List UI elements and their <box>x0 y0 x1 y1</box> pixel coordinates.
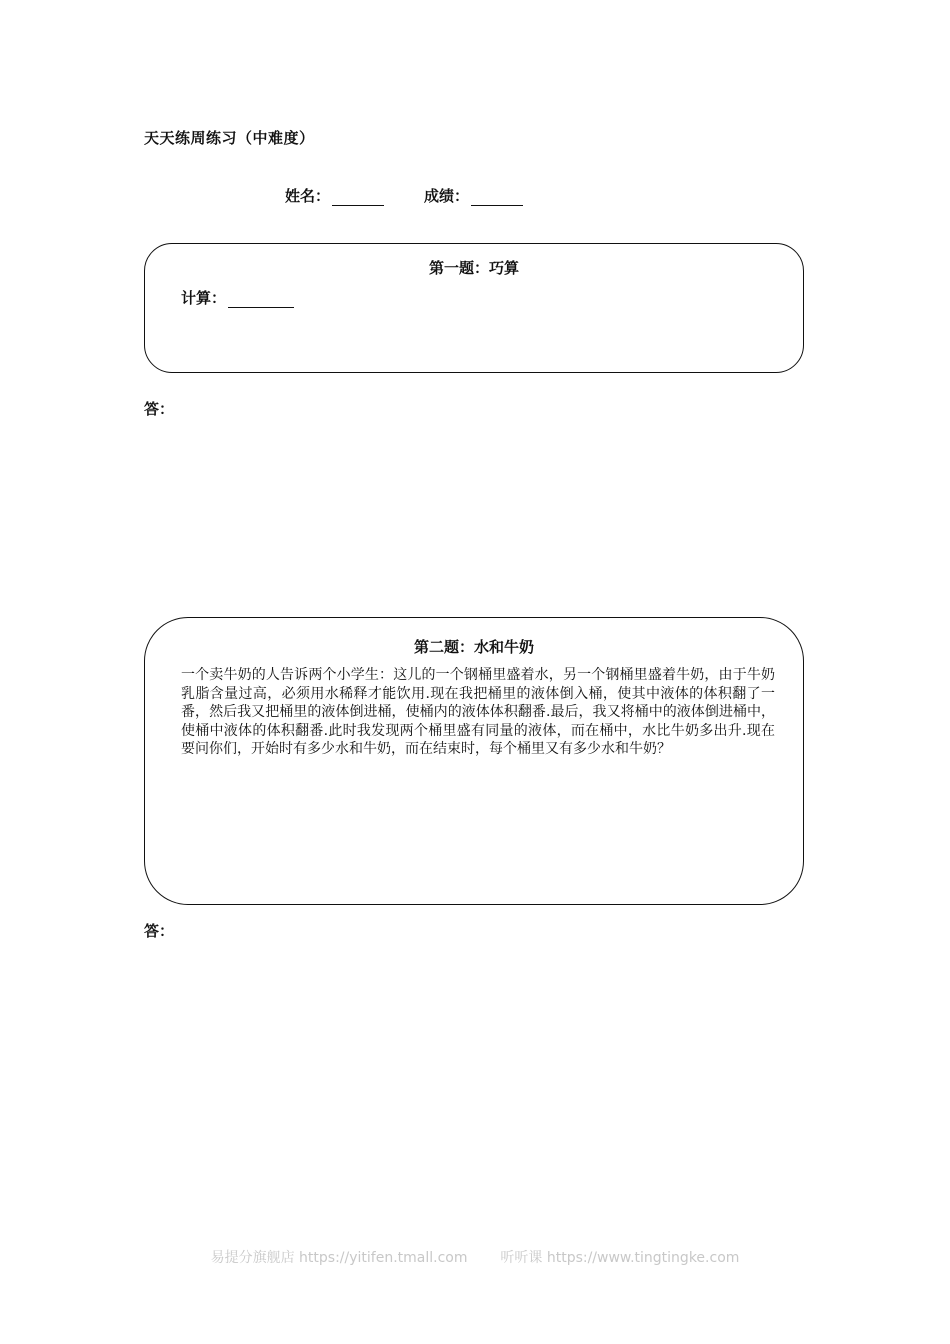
name-label: 姓名： <box>285 187 331 205</box>
question1-heading: 第一题：巧算 <box>428 259 519 277</box>
calc-label: 计算： <box>181 289 227 307</box>
score-label: 成绩： <box>424 187 470 205</box>
calc-blank <box>228 291 294 308</box>
question2-answer-label: 答： <box>144 922 175 940</box>
question1-box <box>144 243 804 373</box>
document-title: 天天练周练习（中难度） <box>144 129 315 147</box>
calc-field <box>181 287 294 308</box>
question2-heading: 第二题：水和牛奶 <box>413 638 534 656</box>
footer-site-url[interactable]: https://www.tingtingke.com <box>546 1250 740 1266</box>
footer-site-name: 听听课 <box>500 1250 543 1266</box>
footer <box>0 1247 950 1267</box>
footer-shop-name: 易提分旗舰店 <box>210 1250 295 1266</box>
question1-answer-label: 答： <box>144 400 175 418</box>
score-blank <box>471 189 523 206</box>
name-blank <box>332 189 384 206</box>
question2-box <box>144 617 804 905</box>
name-field <box>285 185 384 206</box>
question2-text: 一个卖牛奶的人告诉两个小学生：这儿的一个钢桶里盛着水，另一个钢桶里盛着牛奶，由于牛奶乳脂含量过高，必须用水稀释才能饮用.现在我把桶里的液体倒入桶，使其中液体的体积翻了一番，然后我又把桶里的液体倒进桶，使桶内的液体体积翻番.最后，我又将桶中的液体倒进桶中，使桶中液体的体积翻番.此时我发现两个桶里盛有同量的液体，而在桶中，水比牛奶多出升.现在要问你们，开始时有多少水和牛奶，而在结束时，每个桶里又有多少水和牛奶？ <box>181 667 775 758</box>
footer-shop-url[interactable]: https://yitifen.tmall.com <box>299 1250 468 1266</box>
score-field <box>424 185 523 206</box>
